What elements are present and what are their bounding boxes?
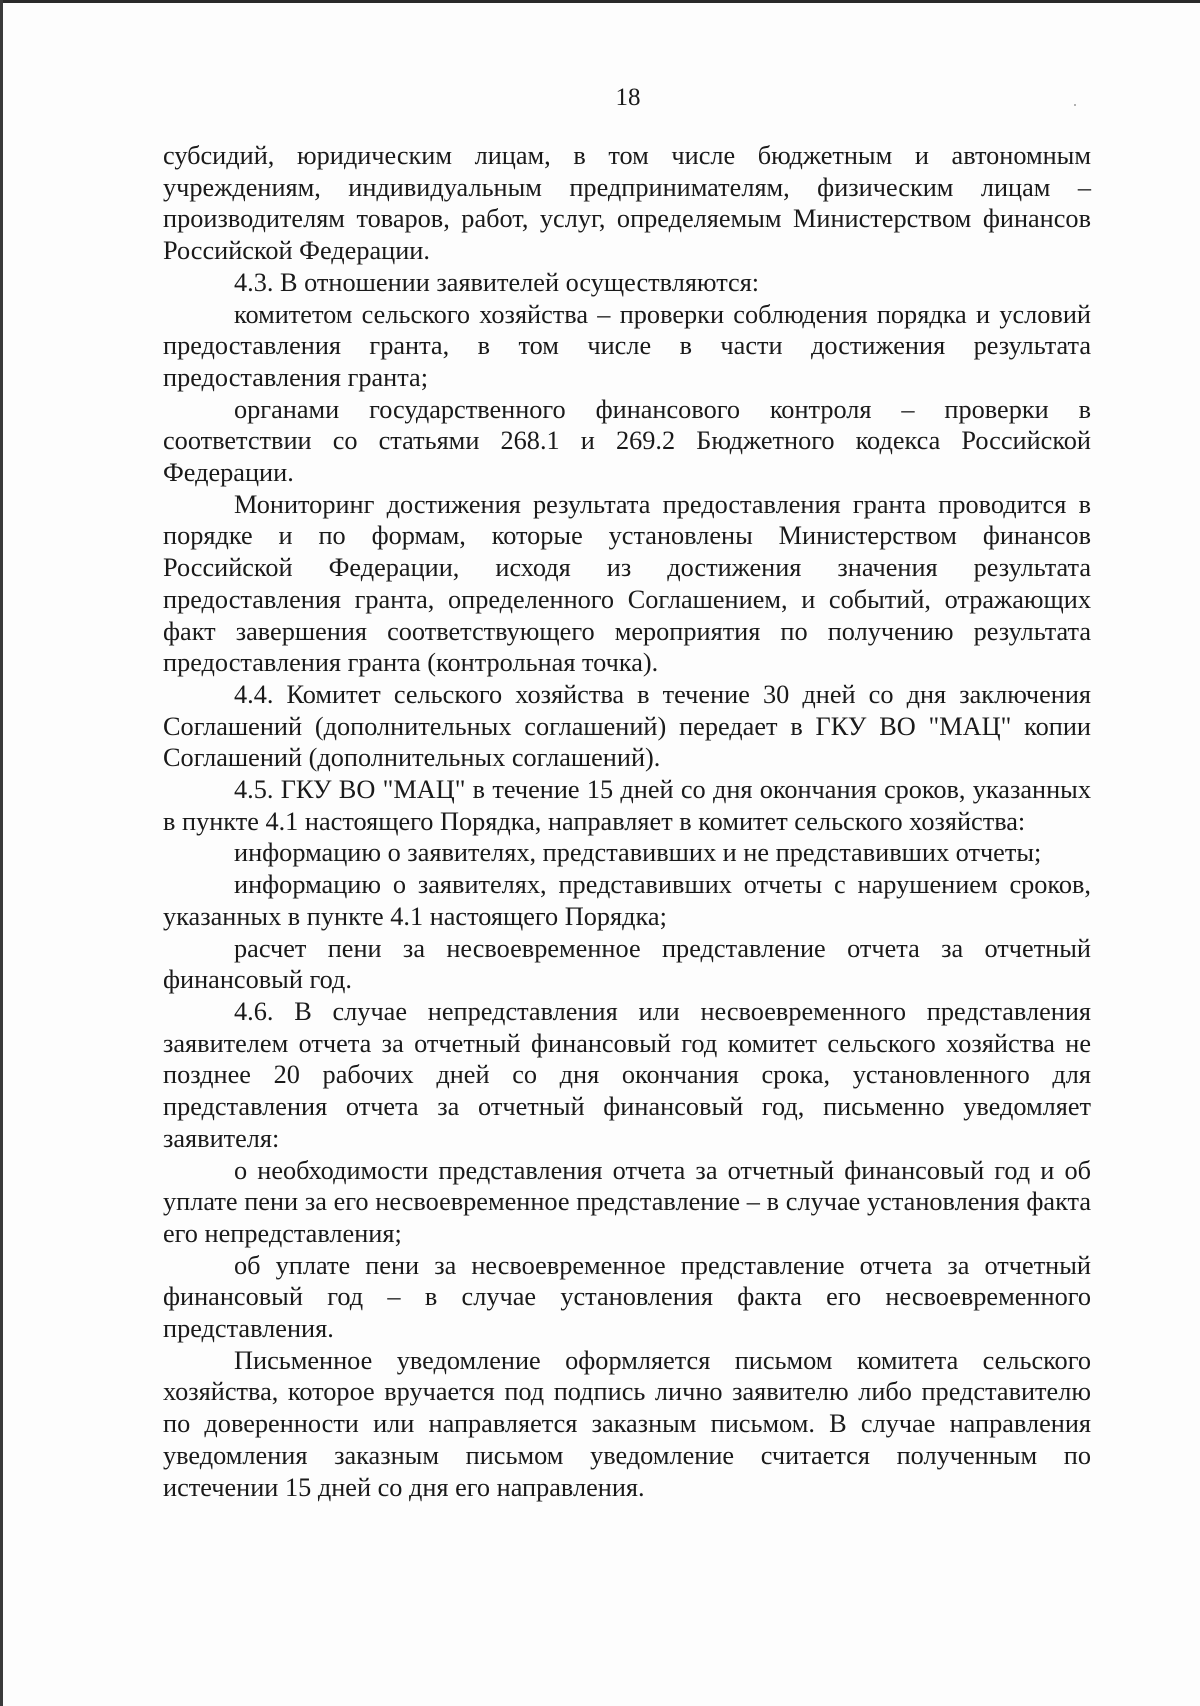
scan-edge-top [0, 0, 1200, 3]
paragraph: комитетом сельского хозяйства – проверки соблюдения порядка и условий предоставления гранта, в том числе в части достижения результата предоставления гранта; [163, 299, 1091, 392]
paragraph: Мониторинг достижения результата предоставления гранта проводится в порядке и по формам, которые установлены Министерством финансов Российской Федерации, исходя из достижения значения результата предоставления гранта, определенного Соглашением, и событий, отражающих факт завершения соответствующего мероприятия по получению результата предоставления гранта (контрольная точка). [163, 489, 1091, 678]
paragraph: о необходимости представления отчета за отчетный финансовый год и об уплате пени за его несвоевременное представление – в случае установления факта его непредставления; [163, 1155, 1091, 1248]
paragraph: 4.3. В отношении заявителей осуществляются: [234, 267, 760, 297]
paragraph: информацию о заявителях, представивших отчеты с нарушением сроков, указанных в пункте 4.1 настоящего Порядка; [163, 870, 1091, 931]
paragraph: расчет пени за несвоевременное представление отчета за отчетный финансовый год. [163, 933, 1091, 995]
paragraph: Письменное уведомление оформляется письмом комитета сельского хозяйства, которое вручается под подпись лично заявителю либо представителю по доверенности или направляется заказным письмом. В случае направления уведомления заказным письмом уведомление считается полученным по истечении 15 дней со дня его направления. [163, 1345, 1091, 1502]
page-number: 18 [615, 84, 641, 111]
paragraph: субсидий, юридическим лицам, в том числе бюджетным и автономным учреждениям, индивидуальным предпринимателям, физическим лицам – производителям товаров, работ, услуг, определяемым Министерством финансов Российской Федерации. [163, 141, 1091, 266]
document-body [163, 140, 1091, 1503]
paragraph: органами государственного финансового контроля – проверки в соответствии со статьями 268.1 и 269.2 Бюджетного кодекса Российской Федерации. [163, 394, 1091, 488]
paragraph: 4.6. В случае непредставления или несвоевременного представления заявителем отчета за отчетный финансовый год комитет сельского хозяйства не позднее 20 рабочих дней со дня окончания срока, установленного для представления отчета за отчетный финансовый год, письменно уведомляет заявителя: [163, 996, 1091, 1153]
paragraph: об уплате пени за несвоевременное представление отчета за отчетный финансовый год – в случае установления факта его несвоевременного представления. [163, 1250, 1091, 1344]
paragraph: 4.4. Комитет сельского хозяйства в течение 30 дней со дня заключения Соглашений (дополнительных соглашений) передает в ГКУ ВО "МАЦ" копии Соглашений (дополнительных соглашений). [163, 679, 1091, 773]
paragraph: 4.5. ГКУ ВО "МАЦ" в течение 15 дней со дня окончания сроков, указанных в пункте 4.1 настоящего Порядка, направляет в комитет сельского хозяйства: [163, 775, 1091, 836]
paragraph: информацию о заявителях, представивших и не представивших отчеты; [234, 838, 1042, 868]
scan-edge-left [0, 0, 3, 1706]
